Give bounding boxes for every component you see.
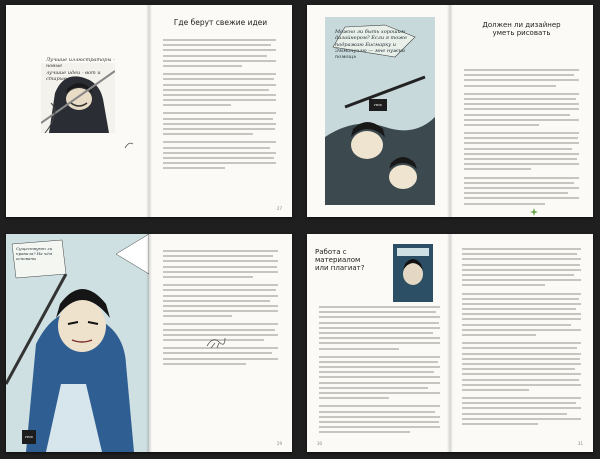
book-spread-3 <box>6 234 292 452</box>
spread-3-left-page <box>6 234 150 452</box>
logo-sticker: УРОК <box>22 430 36 444</box>
page-number: 29 <box>276 441 282 446</box>
logo-sticker: УРОК <box>369 99 387 111</box>
samurai-portrait-illustration <box>6 234 149 452</box>
book-spread-4 <box>307 234 593 452</box>
illustration-caption: Лучшие иллюстраторы - новые лучшие идеи - вот и старые <box>46 57 115 82</box>
book-cover-illustration <box>393 244 433 302</box>
body-text <box>319 306 440 437</box>
body-text <box>462 248 581 428</box>
spread-4-right-page <box>450 234 593 452</box>
page-number: 27 <box>276 206 282 211</box>
spread-3-right-page <box>149 234 292 452</box>
samurai-poster-illustration <box>325 17 435 205</box>
page-number: 31 <box>577 441 583 446</box>
spread-2-left-page <box>307 5 451 217</box>
green-star-icon <box>530 201 538 217</box>
spread-4-left-page <box>307 234 451 452</box>
spread-1-left-page <box>6 5 150 217</box>
book-spread-2 <box>307 5 593 217</box>
spread-1-right-page <box>149 5 292 217</box>
chapter-title: Работа с материалом или плагиат? <box>315 248 365 273</box>
spread-2-right-page <box>450 5 593 217</box>
poster-lettering: Можно ли быть хорошим дизайнером? Если я тоже подражаю Бисмарку и Эммануэлю — мне нужна помощь <box>335 29 407 60</box>
brush-sketch-icon <box>124 135 134 154</box>
body-text <box>464 69 579 208</box>
running-figure-sketch <box>205 334 227 354</box>
chapter-title: Должен ли дизайнер уметь рисовать <box>482 21 561 38</box>
page-number: 30 <box>317 441 323 446</box>
chapter-title: Где берут свежие идеи <box>173 18 268 27</box>
book-spread-1 <box>6 5 292 217</box>
poster-lettering: Существуют ли правила? На чём основаны <box>16 246 53 261</box>
body-text <box>163 39 276 173</box>
